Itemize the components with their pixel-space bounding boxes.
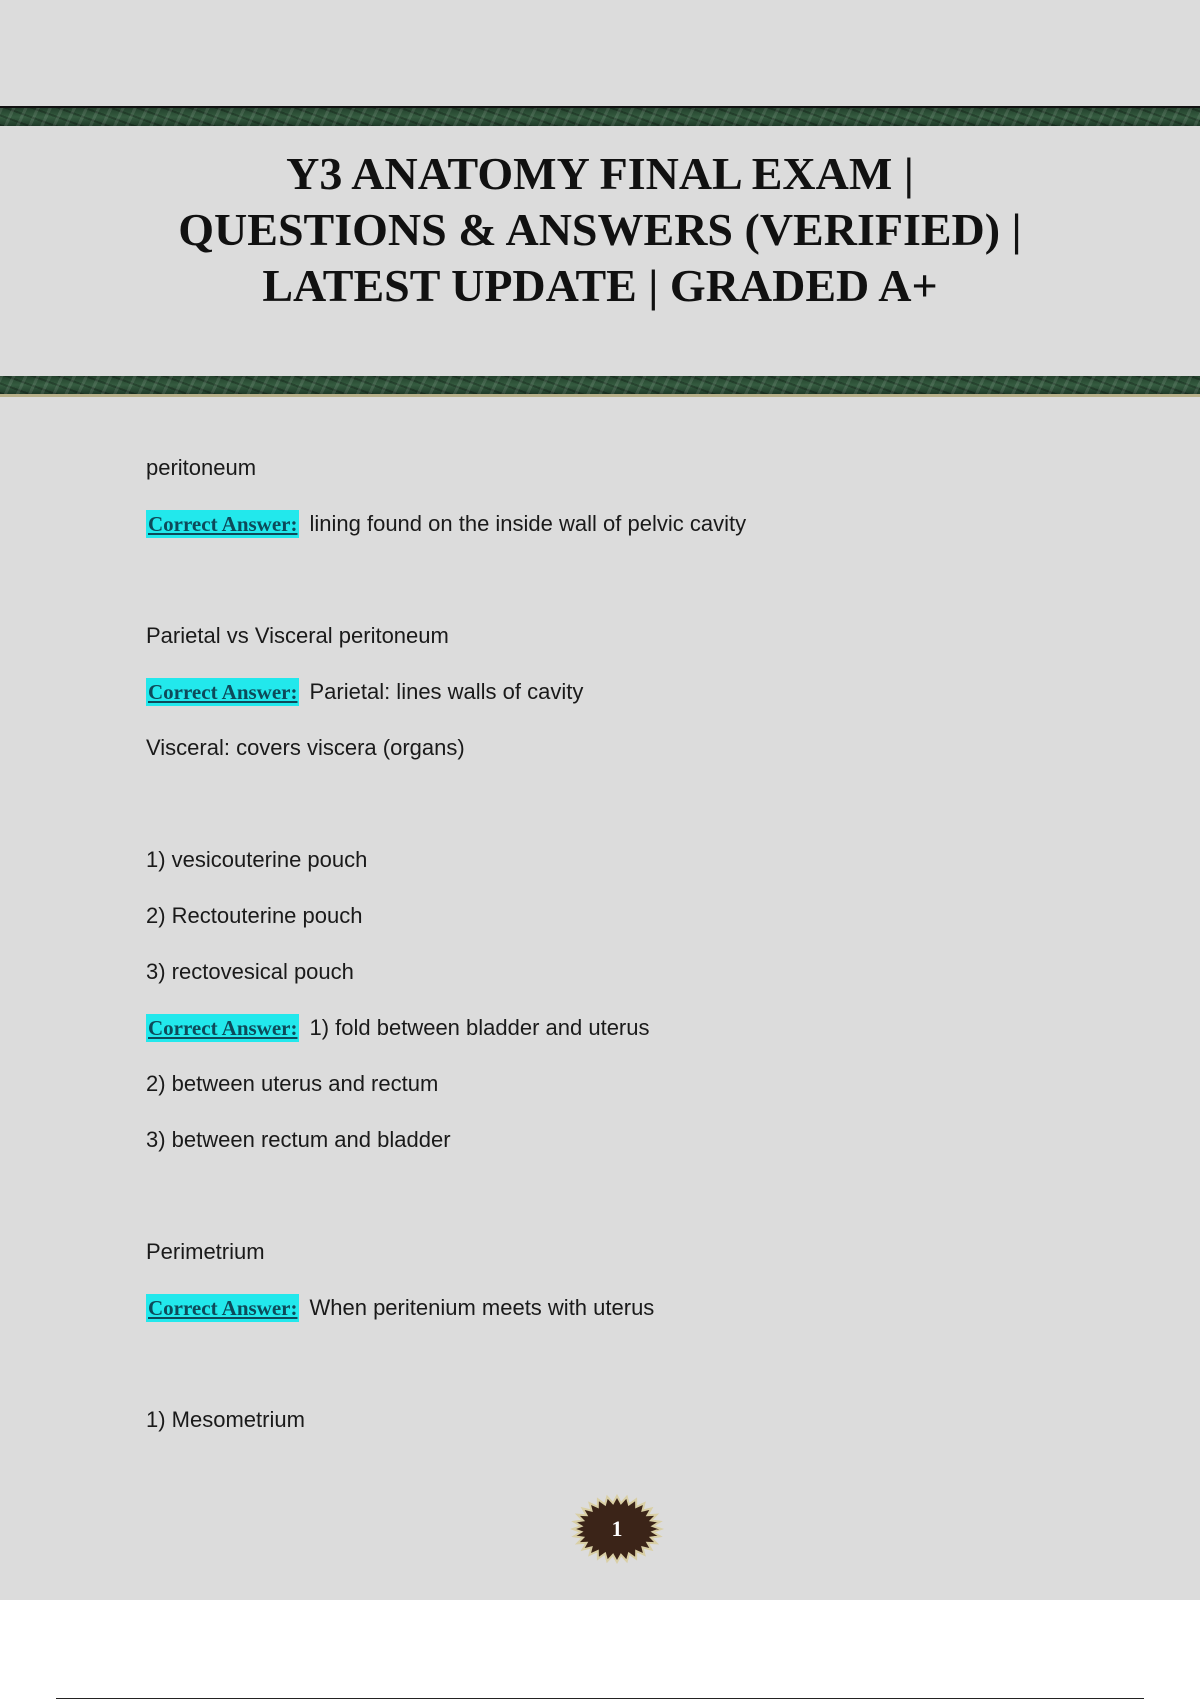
qa-item xyxy=(146,1230,1106,1342)
page-number: 1 xyxy=(611,1516,623,1541)
title-line: QUESTIONS & ANSWERS (VERIFIED) | xyxy=(178,204,1022,255)
answer-text: Visceral: covers viscera (organs) xyxy=(146,735,465,760)
header-top-border xyxy=(0,106,1200,126)
qa-item xyxy=(146,446,1106,558)
title-line: Y3 ANATOMY FINAL EXAM | xyxy=(286,148,914,199)
page-number-badge xyxy=(570,1494,664,1564)
correct-answer-label: Correct Answer: xyxy=(148,1296,298,1320)
correct-answer-label: Correct Answer: xyxy=(148,680,298,704)
document-title xyxy=(60,146,1140,314)
answer-text: 1) fold between bladder and uterus xyxy=(309,1015,650,1040)
qa-item xyxy=(146,1398,1106,1454)
answer-line xyxy=(146,1286,1106,1342)
question-text: peritoneum xyxy=(146,455,257,480)
qa-item xyxy=(146,614,1106,782)
question-text: 1) Mesometrium xyxy=(146,1407,305,1432)
spacer xyxy=(146,782,1106,838)
question-text: Parietal vs Visceral peritoneum xyxy=(146,623,449,648)
question-text: 3) rectovesical pouch xyxy=(146,959,354,984)
answer-line xyxy=(146,670,1106,726)
answer-line xyxy=(146,1006,1106,1062)
qa-item xyxy=(146,838,1106,1174)
answer-text: 3) between rectum and bladder xyxy=(146,1127,451,1152)
spacer xyxy=(146,1342,1106,1398)
spacer xyxy=(146,1174,1106,1230)
header-bottom-border xyxy=(0,376,1200,397)
question-text: 1) vesicouterine pouch xyxy=(146,847,368,872)
title-line: LATEST UPDATE | GRADED A+ xyxy=(262,260,938,311)
answer-text: Parietal: lines walls of cavity xyxy=(309,679,584,704)
question-text: 2) Rectouterine pouch xyxy=(146,903,363,928)
answer-text: When peritenium meets with uterus xyxy=(309,1295,655,1320)
footer-rule xyxy=(56,1698,1144,1699)
answer-text: 2) between uterus and rectum xyxy=(146,1071,439,1096)
answer-line xyxy=(146,502,1106,558)
qa-list xyxy=(146,446,1106,1454)
spacer xyxy=(146,558,1106,614)
correct-answer-label: Correct Answer: xyxy=(148,1016,298,1040)
answer-text: lining found on the inside wall of pelvic cavity xyxy=(309,511,747,536)
question-text: Perimetrium xyxy=(146,1239,265,1264)
correct-answer-label: Correct Answer: xyxy=(148,512,298,536)
